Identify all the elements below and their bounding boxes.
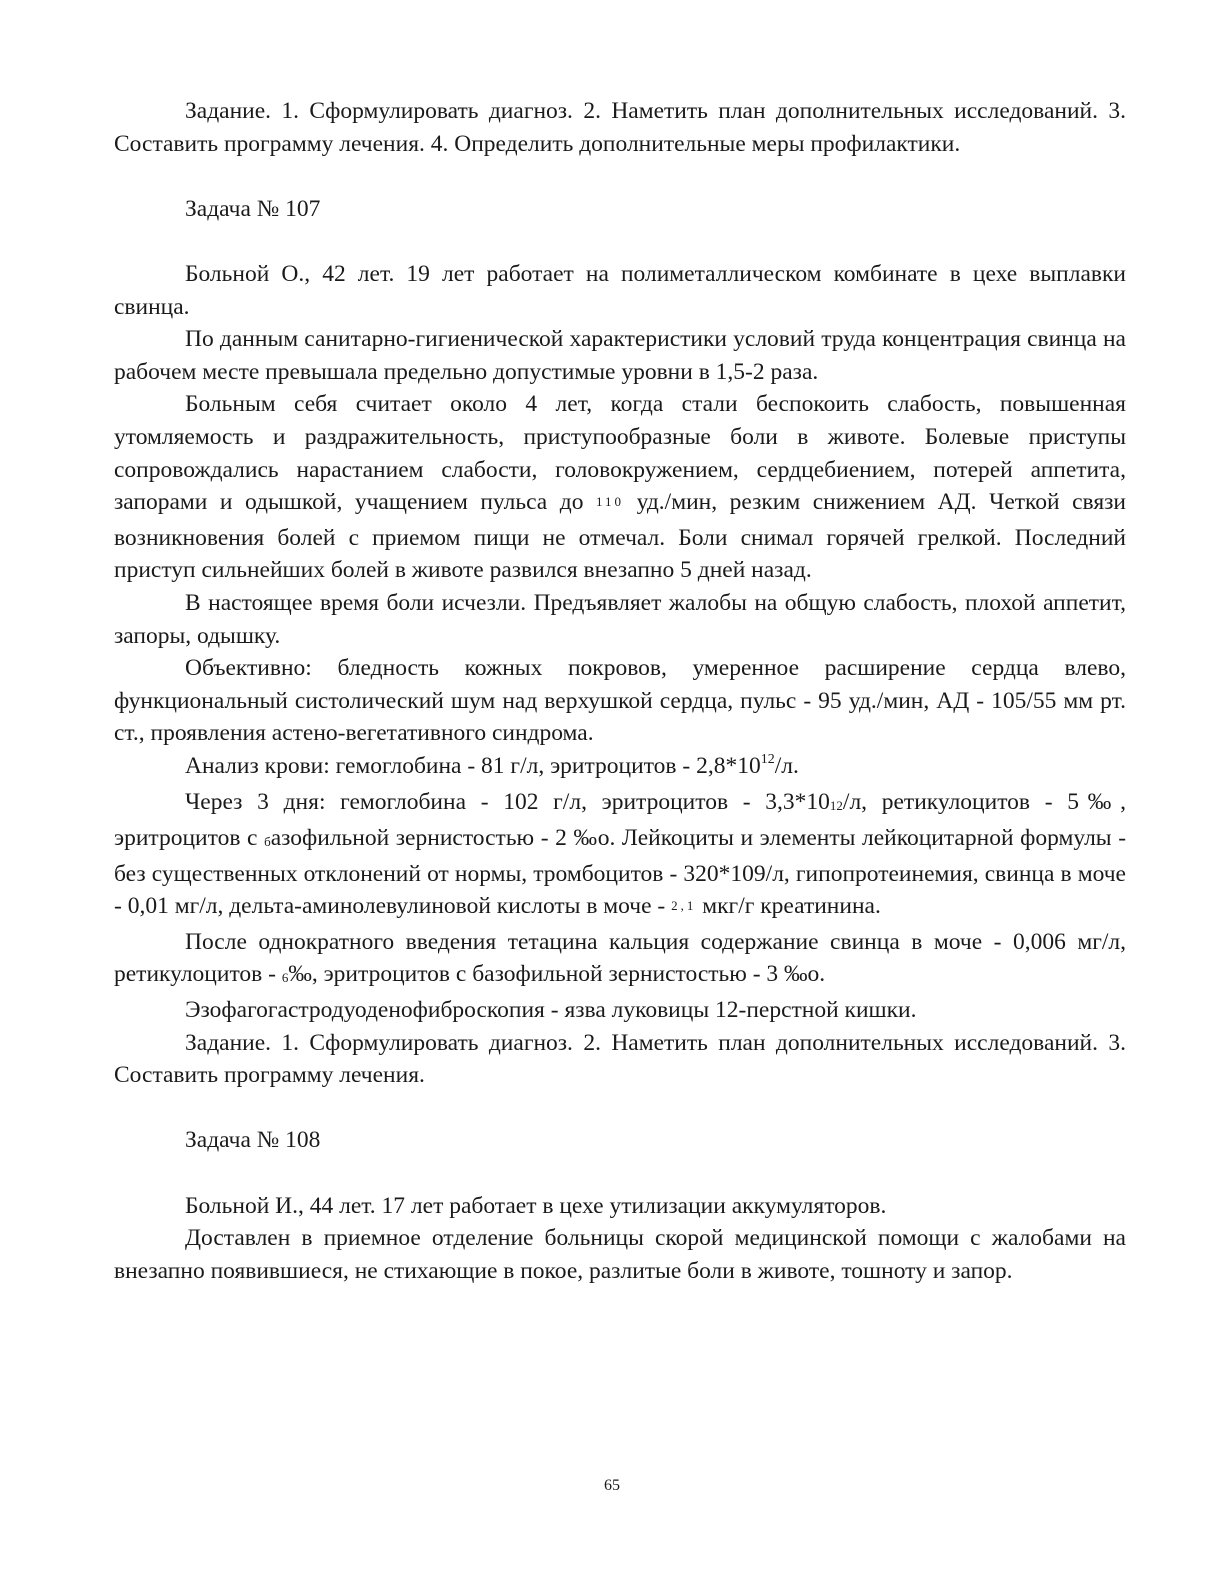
- task-107-p7-small-letter: б: [264, 834, 271, 850]
- spacer: [114, 160, 1126, 193]
- task-107-p6-text-b: /л.: [774, 752, 799, 779]
- spacer: [114, 1157, 1126, 1190]
- task-107-p7-exponent: 12: [829, 798, 843, 814]
- task-107-paragraph-7: [114, 786, 1126, 925]
- task-107-paragraph-2: По данным санитарно-гигиенической характеристики условий труда концентрация свинца на рабочем месте превышала предельно допустимые уровни в 1,5-2 раза.: [114, 326, 1126, 385]
- task-107-p7-text-d: мкг/г креатинина.: [702, 893, 881, 920]
- task-107-p6-text-a: Анализ крови: гемоглобина - 81 г/л, эритроцитов - 2,8*10: [185, 752, 761, 779]
- spacer: [114, 225, 1126, 258]
- task-107-paragraph-8: [114, 926, 1126, 994]
- task-107-p8-text-b: ‰, эритроцитов с базофильной зернистостью - 3 ‰о.: [288, 961, 826, 988]
- task-107-p7-text-b: /л, ретикулоцитов - 5‰, эритроцитов с: [114, 789, 1126, 852]
- task-107-p6-exponent: 12: [760, 751, 775, 767]
- task-107-paragraph-4: В настоящее время боли исчезли. Предъявляет жалобы на общую слабость, плохой аппетит, запоры, одышку.: [114, 589, 1126, 649]
- task-107-p3-text-a: Больным себя считает около 4 лет, когда стали беспокоить слабость, повышенная утомляемость и раздражительность, приступообразные боли в животе. Болевые приступы сопровождались нарастанием слабости, головокружением, сердцебиением, потерей аппетита, запорами и одышкой, учащением пульса до: [114, 391, 1126, 516]
- task-108-paragraph-1: Больной И., 44 лет. 17 лет работает в цехе утилизации аккумуляторов.: [185, 1192, 887, 1219]
- task-107-paragraph-5: Объективно: бледность кожных покровов, умеренное расширение сердца влево, функциональный систолический шум над верхушкой сердца, пульс - 95 уд./мин, АД - 105/55 мм рт. ст., проявления астено-вегетативного синдрома.: [114, 655, 1126, 747]
- task-107-paragraph-6: [114, 750, 1126, 787]
- task-107-retic-value: 6: [281, 970, 289, 986]
- task-107-title: Задача № 107: [185, 195, 321, 222]
- task-107-paragraph-1: Больной О., 42 лет. 19 лет работает на полиметаллическом комбинате в цехе выплавки свинца.: [114, 260, 1126, 320]
- task-107-p7-text-a: Через 3 дня: гемоглобина - 102 г/л, эритроцитов - 3,3*10: [185, 789, 830, 816]
- task-107-p3-text-b: уд./мин, резким снижением АД. Четкой связи возникновения болей с приемом пищи не отмечал. Боли снимал горячей грелкой. Последний приступ сильнейших болей в животе развился внезапно 5 дней назад.: [114, 489, 1127, 584]
- task-107-ala-value: 2,1: [671, 898, 697, 914]
- task-108-title: Задача № 108: [185, 1127, 321, 1154]
- spacer: [114, 1092, 1126, 1125]
- task-107-paragraph-9: Эзофагогастродуоденофиброскопия - язва луковицы 12-перстной кишки.: [185, 997, 917, 1024]
- task-108-paragraph-2: Доставлен в приемное отделение больницы скорой медицинской помощи с жалобами на внезапно появившиеся, не стихающие в покое, разлитые боли в животе, тошноту и запор.: [114, 1225, 1126, 1284]
- page-number: 65: [604, 1477, 620, 1494]
- task-107-p7-text-c: азофильной зернистостью - 2 ‰о. Лейкоциты и элементы лейкоцитарной формулы - без существенных отклонений от нормы, тромбоцитов - 320*109/л, гипопротеинемия, свинца в моче - 0,01 мг/л, дельта-аминолевулиновой кислоты в моче -: [114, 825, 1127, 920]
- task-107-assignment: Задание. 1. Сформулировать диагноз. 2. Наметить план дополнительных исследований. 3. Составить программу лечения.: [114, 1029, 1126, 1089]
- task-107-p8-text-a: После однократного введения тетацина кальция содержание свинца в моче - 0,006 мг/л, ретикулоцитов -: [114, 928, 1126, 988]
- task-107-pulse-value: 110: [596, 494, 625, 510]
- intro-task-paragraph: Задание. 1. Сформулировать диагноз. 2. Наметить план дополнительных исследований. 3. Составить программу лечения. 4. Определить дополнительные меры профилактики.: [114, 98, 1126, 157]
- document-page: [114, 95, 1126, 1287]
- task-107-paragraph-3: [114, 388, 1126, 587]
